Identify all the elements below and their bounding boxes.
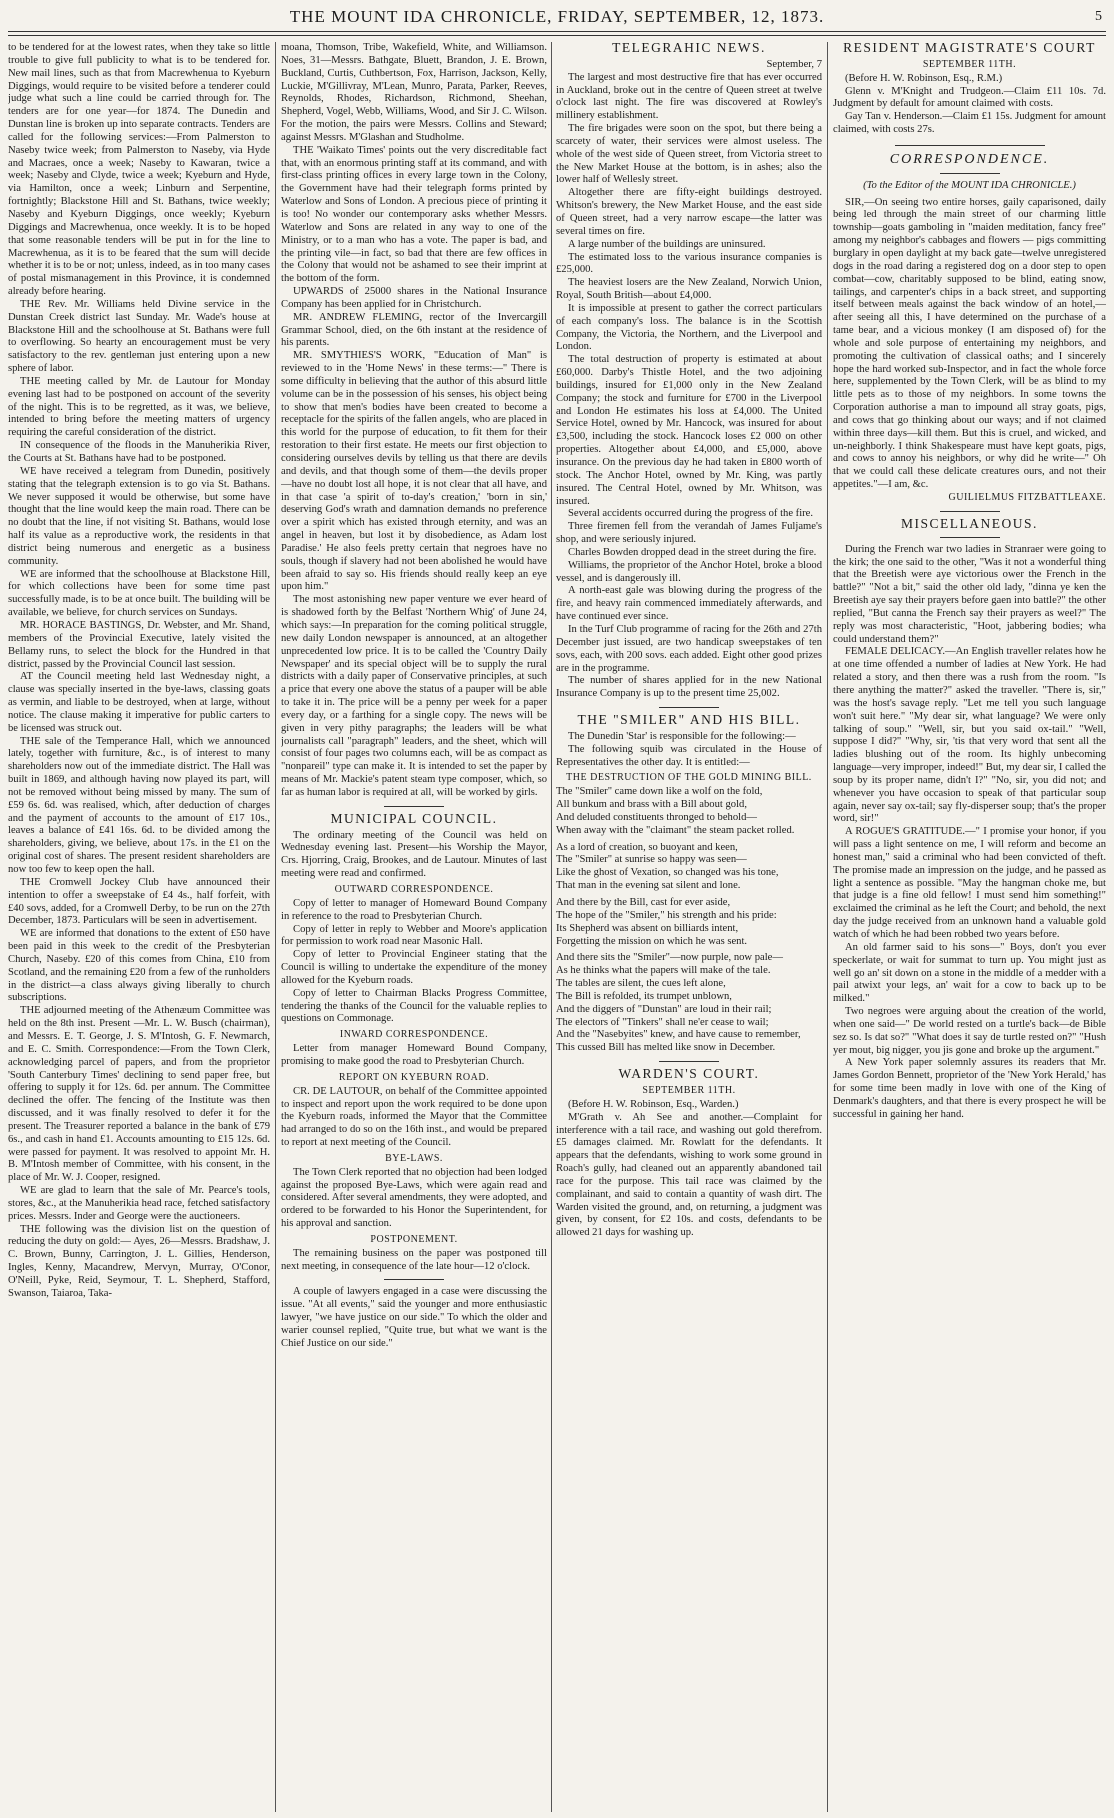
- letter-signature: GUILIELMUS FITZBATTLEAXE.: [948, 492, 1106, 503]
- section-rule: [895, 145, 1045, 146]
- dateline: SEPTEMBER 11TH.: [642, 1084, 736, 1096]
- letter: SIR,—On seeing two entire horses, gaily caparisoned, daily being led through the main street of our charming little township—goats gamboling in "maiden meditation, fancy free" among my neighbor's cabbages and flowers — pigs committing burglary in open daylight at my back gate—twelve unregistered dogs in the road daring a registered dog on a door step to open combat—cow, charitably supposed to be blind, eating snow, tailings, and carpenter's chips in a back street, and supporting itself between meals against the back window of an hotel,—after seeing all this, I have determined on the purchase of a tame bear, and a vicious monkey (I am disposed of) for the whole and sole purpose of entertaining my neighbors, and promoting the cultivation of classical oaths; and I sincerely hope the hard worked sub-Inspector, and in fact the whole force here, supplemented by the Town Clerk, will be as blind to my little pets as to those of my neighbors. In some towns the Corporation authorise a man to impound all stray goats, pigs, and cows that go thinking about our ways; and if not claimed within three days—kill them. But this is cruel, and wicked, and un-neighborly. I think Shakespeare must have kept goats, pigs, and cows to annoy his neighbors, or why did he write—" Oh that we could call these delicate creatures ours, and not their appetites."—I am, &c.: [833, 196, 1106, 491]
- section-rule: [940, 537, 1000, 538]
- verse-line: Its Shepherd was absent on billiards intent,: [556, 922, 739, 934]
- paragraph: The heaviest losers are the New Zealand, Norwich Union, Royal, South British—about £4,000.: [556, 277, 822, 302]
- verse-line: And the diggers of "Dunstan" are loud in their rail;: [556, 1003, 772, 1015]
- paragraph: Copy of letter to Provincial Engineer stating that the Council is willing to undertake the expenditure of the money allowed for the Kyeburn roads.: [281, 949, 547, 986]
- newspaper-title: THE MOUNT IDA CHRONICLE, FRIDAY, SEPTEMBER, 12, 1873.: [289, 7, 825, 26]
- verse-line: That man in the evening sat silent and lone.: [556, 880, 741, 892]
- wardens-court-heading: WARDEN'S COURT.: [618, 1066, 760, 1082]
- section-rule: [384, 806, 444, 807]
- verse-line: And the "Nasebyites" knew, and have cause to remember,: [556, 1029, 801, 1041]
- paragraph: A couple of lawyers engaged in a case were discussing the issue. "At all events," said the younger and more enthusiastic lawyer, "we have justice on our side." To which the older and warier counsel replied, "Quite true, but what we want is the Chief Justice on our side.": [281, 1286, 547, 1349]
- subheading: OUTWARD CORRESPONDENCE.: [334, 884, 494, 895]
- paragraph: THE Rev. Mr. Williams held Divine service in the Dunstan Creek district last Sunday. Mr. Wade's house at Blackstone Hill and the schoolhouse at St. Bathans were full to overflowing. So hearty an encouragement must be very satisfactory to the rev. gentleman just entering upon a new sphere of labor.: [8, 298, 270, 375]
- editor-address: (To the Editor of the MOUNT IDA CHRONICLE.): [863, 179, 1076, 191]
- paragraph: A north-east gale was blowing during the progress of the fire, and heavy rain commenced immediately afterwards, and have continued ever since.: [556, 585, 822, 623]
- miscellaneous-heading: MISCELLANEOUS.: [901, 515, 1038, 531]
- paragraph: THE meeting called by Mr. de Lautour for Monday evening last had to be postponed on account of the severity of the night. This is to be regretted, as it was, we believe, intended to bring before the meeting matters of urgency requiring the careful consideration of the district.: [8, 375, 270, 439]
- paragraph: WE are glad to learn that the sale of Mr. Pearce's tools, stores, &c., at the Manuherikia head race, fetched satisfactory prices. Messrs. Inder and George were the auctioneers.: [8, 1185, 270, 1222]
- dateline: September, 7: [766, 58, 822, 70]
- column-3: [556, 42, 822, 1812]
- paragraph: The number of shares applied for in the new National Insurance Company is up to the present time 25,002.: [556, 675, 822, 700]
- paragraph: Three firemen fell from the verandah of James Fuljame's shop, and were seriously injured.: [556, 521, 822, 546]
- section-rule: [384, 1279, 444, 1280]
- paragraph: Several accidents occurred during the progress of the fire.: [568, 508, 814, 520]
- subheading: REPORT ON KYEBURN ROAD.: [338, 1071, 490, 1083]
- paragraph: Letter from manager Homeward Bound Company, promising to make good the road to Presbyterian Church.: [281, 1043, 547, 1067]
- column-4: [833, 42, 1106, 1812]
- column-divider: [827, 42, 828, 1812]
- paragraph: Copy of letter in reply to Webber and Moore's application for permission to work road near Masonic Hall.: [281, 923, 547, 948]
- section-rule: [940, 511, 1000, 512]
- paragraph: The largest and most destructive fire that has ever occurred in Auckland, broke out in the centre of Queen street at twelve o'clock last night. The fire was discovered at Rowley's millinery establishment.: [556, 71, 822, 122]
- paragraph: The most astonishing new paper venture we ever heard of is shadowed forth by the Belfast 'Northern Whig' of June 24, which says:—In preparation for the coming political struggle, new daily London newspaper is announced, at an altogether unprecedented low price. It is to be called the 'Country Daily Newspaper' and its special object will be to supply the rural districts with a daily paper of Conservative principles, at such a price that every one above the status of a pauper will be able to take it in. The price will be a penny per week for a paper every day, or a farthing for a single copy. The news will be given in very pithy paragraphs; the leaders will be what journalists call "paragraph" leaders, and the sheet, which will consist of four pages two columns each, will be as compact as "nonpareil" type can make it. It is intended to set the paper by means of Mr. Mackie's patent steam type composer, which, so far as human labor is required at all, will be worked by girls.: [281, 594, 547, 798]
- verse-line: This cussed Bill has melted like snow in December.: [556, 1042, 776, 1054]
- section-rule: [659, 707, 719, 708]
- paragraph: MR. SMYTHIES'S WORK, "Education of Man" is reviewed to in the 'Home News' in these terms:—" There is some difficulty in believing that the author of this absurd little volume can be in the possession of his senses, his object being to show that men's bodies have been created to become a receptacle for the spirits of the fallen angels, who are placed in this world for the purpose of education, to fit them for their restoration to their first estate. He meets our first objection to considering ourselves devils by telling us that there are devils and devils, and that though some of them—the devils proper—have no doubt lost all hope, it is not clear that all have, and in that case 'a spirit of to-day's creation,' 'born in sin,' deserving God's wrath and damnation demands no preference over a spirit which has existed through eternity, and was an angel in heaven, but lost it by disobedience, as Adam lost Paradise.' He also feels pretty certain that negroes have no souls, though if slavery had not been abolished he would have been afraid to say so. His friends should really keep an eye upon him.": [281, 350, 547, 593]
- paragraph: It is impossible at present to gather the correct particulars of each company's loss. The balance is in the Scottish Company, the Victoria, the Northern, and the Liverpool and London.: [556, 302, 822, 353]
- correspondence-heading: CORRESPONDENCE.: [889, 151, 1050, 167]
- smiler-heading: THE "SMILER" AND HIS BILL.: [577, 712, 801, 728]
- paragraph: Copy of letter to Chairman Blacks Progress Committee, tendering the thanks of the Council for the valuable replies to questions on Commonage.: [281, 987, 547, 1025]
- paragraph: A large number of the buildings are uninsured.: [568, 238, 766, 250]
- verse-line: And there sits the "Smiler"—now purple, now pale—: [556, 952, 783, 964]
- paragraph: During the French war two ladies in Stranraer were going to the kirk; the one said to the other, "Was it not a wonderful thing that the Breetish were aye victorious ower the French in the battle?" "Not a bit," said the other old lady, "dinna ye ken the Breetish aye say their prayers before gaen into battle?" the other replied, "But canna the French say their prayers as weel?" The reply was most characteristic, "Hoot, jabbering bodies; wha could understand them?": [833, 543, 1106, 645]
- paragraph: MR. ANDREW FLEMING, rector of the Invercargill Grammar School, died, on the 6th instant at the residence of his parents.: [281, 311, 547, 349]
- paragraph: WE are informed that donations to the extent of £50 have been paid in this week to the credit of the Presbyterian Church, Naseby. £20 of this comes from China, £10 from Scotland, and the remaining £20 from a few of the runholders in the district—a class always giving liberally to church subscriptions.: [8, 928, 270, 1004]
- section-rule: [659, 1061, 719, 1062]
- column-2: [281, 42, 547, 1812]
- verse-line: The electors of "Tinkers" shall ne'er cease to wail;: [556, 1016, 769, 1028]
- municipal-council-heading: MUNICIPAL COUNCIL.: [330, 810, 498, 826]
- telegraphic-news-heading: TELEGRAHIC NEWS.: [612, 42, 766, 55]
- paragraph: (Before H. W. Robinson, Esq., Warden.): [568, 1098, 739, 1110]
- paragraph: to be tendered for at the lowest rates, when they take so little trouble to give full publicity to what is to be tendered for. New mail lines, such as that from Macrewhenua to Kyeburn Diggings, would require to be visited before a tenderer could judge what such a line could be carried through for. The tenders are for one year—for 1874. The Dunedin and Dunstan line is broken up into separate contracts. Tenders are called for the following services:—From Palmerston to Naseby twice week; from Palmerston to Naseby, via Hyde and Macraes, once a week; Naseby to Kawaran, twice a week; Naseby and Clyde, twice a week; Kyeburn and Hyde, via Hamilton, once a week; Linburn and Serpentine, fortnightly; Blackstone Hill and St. Bathans, twice weekly; Naseby and Kyeburn Diggings, once weekly; Kyeburn Diggings and Macrewhenua, once weekly. It is to be hoped that some reasonable tenders will be put in for the line to Macrewhenua, as it is to be feared that the sum will decide whether it is to be or not; unless, indeed, as in too many cases of postal mismanagement in this Province, it is condemned already before hearing.: [8, 42, 270, 298]
- paragraph: The ordinary meeting of the Council was held on Wednesday evening last. Present—his Worship the Mayor, Crs. Hjorring, Craig, Brookes, and de Lautour. Minutes of last meeting were read and confirmed.: [281, 829, 547, 880]
- verse-line: As he thinks what the papers will make of the tale.: [556, 965, 771, 977]
- paragraph: Williams, the proprietor of the Anchor Hotel, broke a blood vessel, and is dangerously ill.: [556, 559, 822, 584]
- paragraph: THE sale of the Temperance Hall, which we announced lately, together with furniture, &c., is of interest to many shareholders now out of the immediate district. The Hall was built in 1869, and although having now played its part, will not be removed without being missed by many. The sum of £59 6s. 6d. was realised, which, after deduction of charges and the payment of accounts to the amount of £17 10s., leaves a balance of £41 16s. 6d. to be divided among the shareholders, giving, we believe, about 17s. in the £1 on the original cost of shares. The present resident shareholders are now too few to keep open the hall.: [8, 735, 270, 875]
- verse-line: As a lord of creation, so buoyant and keen,: [556, 841, 738, 853]
- paragraph: The fire brigades were soon on the spot, but there being a scarcety of water, their services were almost useless. The whole of the west side of Queen street, from Victoria street to the New Market House at the bottom, is in ashes; also the lower half of Wellesly street.: [556, 123, 822, 186]
- paragraph: moana, Thomson, Tribe, Wakefield, White, and Williamson. Noes, 31—Messrs. Bathgate, Bluett, Brandon, J. E. Brown, Buckland, Curtis, Cuthbertson, Fox, Harrison, Jackson, Kelly, Luckie, M'Gillivray, M'Lean, Munro, Parata, Parker, Reeves, Reynolds, Rhodes, Richardson, Richmond, Sheehan, Shepherd, Vogel, Webb, Williams, Wood, and Sir J. C. Wilson. For the motion, the pairs were Messrs. Collins and Steward; against Messrs. M'Glashan and Studholme.: [281, 42, 547, 143]
- subheading: BYE-LAWS.: [385, 1152, 443, 1164]
- paragraph: AT the Council meeting held last Wednesday night, a clause was specially inserted in the bye-laws, classing goats as vermin, and liable to be destroyed, when at large, without notice. The clause making it imperative for public carters to be licensed was struck out.: [8, 671, 270, 734]
- paragraph: The total destruction of property is estimated at about £60,000. Darby's Thistle Hotel, and the two adjoining buildings, insured for £1,000 only in the New Zealand Company; the stock and furniture for £700 in the Liverpool and London He estimates his loss at £4,000. The United Service Hotel, owned by Mr. Hancock, was insured for about £3,500, including the stock. Hancock loses £2 000 on other properties. Altogether about £4,000, and £5,000, above insurance. On the previous day he had taken in £800 worth of stock. The Anchor Hotel, owned by Mr. King, was partly insured. The Central Hotel, owned by Mr. Whitson, was insured.: [556, 354, 822, 507]
- masthead: [8, 4, 1106, 30]
- paragraph: In the Turf Club programme of racing for the 26th and 27th December just issued, are two handicap sweepstakes of ten sovs, each, with 200 sovs. each added. Eight other good prizes are in the programme.: [556, 623, 822, 674]
- verse-line: The hope of the "Smiler," his strength and his pride:: [556, 909, 777, 921]
- paragraph: Charles Bowden dropped dead in the street during the fire.: [568, 546, 817, 558]
- column-divider: [551, 42, 552, 1812]
- paragraph: THE 'Waikato Times' points out the very discreditable fact that, with an enormous printing staff at its command, and with first-class printing offices in every large town in the Colony, the Government have had their telegraph forms printed by Waterlow and Sons of London. A precious piece of printing it is too! No wonder our contemporary asks whether Messrs. Waterlow and Sons are related in any way to one of the Ministry, or to a man who has a vote. The paper is bad, and the printing vile—in fact, so bad that there are few offices in the Colony that would not be ashamed to see their imprint at the bottom of the form.: [281, 144, 547, 285]
- paragraph: WE are informed that the schoolhouse at Blackstone Hill, for which collections have been for some time past successfully made, is to be at once built. The building will be available, we believe, for church services on Sundays.: [8, 568, 270, 619]
- paragraph: THE following was the division list on the question of reducing the duty on gold:— Ayes, 26—Messrs. Bradshaw, J. C. Brown, Bunny, Carrington, J. L. Gillies, Henderson, Ingles, Kenny, Macandrew, Mervyn, Murray, O'Conor, O'Neill, Pyke, Reid, Seymour, T. L. Shepherd, Stafford, Swanson, Taiaroa, Taka-: [8, 1223, 270, 1299]
- paragraph: CR. DE LAUTOUR, on behalf of the Committee appointed to inspect and report upon the work required to be done upon the Kyeburn roads, informed the Mayor that the Committee had arranged to do so on the 16th inst., and would be prepared to report at next meeting of the Council.: [281, 1085, 547, 1149]
- verse-line: And deluded constituents thronged to behold—: [556, 811, 757, 823]
- paragraph: A New York paper solemnly assures its readers that Mr. James Gordon Bennett, proprietor of the 'New York Herald,' has for some time been madly in love with one of the King of Denmark's daughters, and that there is every prospect he will be successful in gaining her hand.: [833, 1057, 1106, 1120]
- paragraph: WE have received a telegram from Dunedin, positively stating that the telegraph extension is to go via St. Bathans. We never supposed it would be otherwise, but some have thought that the line would keep the main road. There can be no doubt that the line, if not visiting St. Bathans, would lose half its value as a reproductive work, the residents in that district being numerous and energetic as a business community.: [8, 465, 270, 567]
- paragraph: Copy of letter to manager of Homeward Bound Company in reference to the road to Presbyterian Church.: [281, 897, 547, 922]
- masthead-rule: [8, 31, 1106, 32]
- verse-line: The Bill is refolded, its trumpet unblown,: [556, 990, 732, 1002]
- paragraph: IN consequence of the floods in the Manuherikia River, the Courts at St. Bathans have had to be postponed.: [8, 440, 270, 464]
- paragraph: Two negroes were arguing about the creation of the world, when one said—" De world rested on a turtle's back—de Bible sez so. Is dat so?" "What does it say de turtle rested on?" "Hush yer mout, big nigger, you jis gone and broke up the argument.": [833, 1006, 1106, 1056]
- paragraph: (Before H. W. Robinson, Esq., R.M.): [845, 72, 1003, 84]
- paragraph: UPWARDS of 25000 shares in the National Insurance Company has been applied for in Christchurch.: [281, 286, 547, 310]
- paragraph: M'Grath v. Ah See and another.—Complaint for interference with a tail race, and washing out gold therefrom. £5 damages claimed. Mr. Rowlatt for the defendants. It appears that the defendants, wishing to work some ground in Roach's gully, had cleaned out an apparently abandoned tail race for the purpose. This tail race was claimed by the complainant, and said to contain a quantity of wash dirt. The Warden visited the ground, and, on returning, a judgment was given, by consent, for £2 10s. and costs, defendants to be allowed 21 days for washing up.: [556, 1111, 822, 1239]
- paragraph: The Town Clerk reported that no objection had been lodged against the proposed Bye-Laws, which were again read and considered. After several amendments, they were adopted, and ordered to be forwarded to his Honor the Superintendent, for his approval and sanction.: [281, 1166, 547, 1230]
- column-1: [8, 42, 270, 1812]
- paragraph: The estimated loss to the various insurance companies is £25,000.: [556, 251, 822, 276]
- dateline: SEPTEMBER 11TH.: [922, 58, 1017, 70]
- section-rule: [940, 173, 1000, 174]
- subheading: INWARD CORRESPONDENCE.: [339, 1029, 489, 1041]
- paragraph: A ROGUE'S GRATITUDE.—" I promise your honor, if you will pass a light sentence on me, I will reform and become an honest man," said a criminal who had been convicted of theft. The promise made an impression on the judge, and he passed as light a sentence as possible. "May the hangman choke me, but that judge is a fine old fellow! I must send him something!" exclaimed the criminal as he left the Court; and behold, the next day the judge received from an unknown hand a valuable gold watch of which he had been robbed two years before.: [833, 826, 1106, 940]
- subheading: POSTPONEMENT.: [370, 1233, 458, 1245]
- page-number: 5: [1095, 9, 1102, 24]
- verse-line: The "Smiler" came down like a wolf on the fold,: [556, 786, 763, 798]
- verse-line: All bunkum and brass with a Bill about gold,: [556, 799, 747, 811]
- paragraph: FEMALE DELICACY.—An English traveller relates how he at one time offended a number of ladies at New York. He had related a story, and then there was a rush from the room. "Is there anything the matter?" asked the traveller. "There is, sir," was the host's savage reply. "Let me tell you such language won't suit here." "My dear sir, what language? We were only talking of soup." "Well, sir, but you said ox-tail." "Well, suppose I did?" "Why, sir, 'tis that very word that sent all the ladies blushing out of the room. Its highly unbecoming language—very improper, indeed!" But, my dear sir, I called the soup by its proper name, didn't I?" "No, sir, you did not; and whenever you have occasion to speak of that particular soup again, never say ox-tail; say fly-disperser soup; that's the proper word, sir!": [833, 646, 1106, 825]
- paragraph: MR. HORACE BASTINGS, Dr. Webster, and Mr. Shand, members of the Provincial Executive, lately visited the Bellamy runs, to select the block for the Hundred in that district, passed by the Provincial Council last session.: [8, 619, 270, 670]
- column-divider: [275, 42, 276, 1812]
- paragraph: Glenn v. M'Knight and Trudgeon.—Claim £11 10s. 7d. Judgment by default for amount claimed with costs.: [833, 85, 1106, 110]
- paragraph: Altogether there are fifty-eight buildings destroyed. Whitson's brewery, the New Market House, and the east side of Queen street, had a very narrow escape—the latter was several times on fire.: [556, 187, 822, 237]
- verse-line: The tables are silent, the cues left alone,: [556, 978, 726, 990]
- resident-magistrates-court-heading: RESIDENT MAGISTRATE'S COURT: [843, 42, 1096, 55]
- verse-line: And there by the Bill, cast for ever aside,: [556, 897, 731, 908]
- masthead-rule-double: [8, 35, 1106, 36]
- paragraph: Gay Tan v. Henderson.—Claim £1 15s. Judgment for amount claimed, with costs 27s.: [833, 111, 1106, 136]
- paragraph: The Dunedin 'Star' is responsible for the following:—: [568, 730, 796, 742]
- paragraph: THE adjourned meeting of the Athenæum Committee was held on the 8th inst. Present —Mr. L. W. Busch (chairman), and Messrs. E. T. George, J. S. M'Intosh, G. F. Newmarch, and E. C. Smith. Correspondence:—From the Town Clerk, acknowledging parcel of papers, and from the proprietor 'South Canterbury Times' declining to send paper free, but offering to supply it for 12s. 6d. per annum. The Committee declined the offer. The fencing of the Institute was then discussed, and it was finally resolved to defer it for the present. The Treasurer reported a balance in the bank of £79 6s., and cash in hand £1. Accounts amounting to £15 12s. 6d. were passed for payment. It was resolved to appoint Mr. H. B. M'Intosh member of Committee, with his consent, in the place of Mr. W. J. Cooper, resigned.: [8, 1005, 270, 1184]
- verse-line: The "Smiler" at sunrise so happy was seen—: [556, 854, 747, 866]
- verse-line: Forgetting the mission on which he was sent.: [556, 935, 748, 947]
- paragraph: THE Cromwell Jockey Club have announced their intention to offer a sweepstake of £4 4s., half forfeit, with £40 sovs, added, for a Cromwell Derby, to be run on the 27th December, 1873. Particulars will be seen in advertisement.: [8, 876, 270, 927]
- verse-line: When away with the "claimant" the steam packet rolled.: [556, 824, 795, 836]
- verse-line: Like the ghost of Vexation, so changed was his tone,: [556, 867, 779, 879]
- poem-title: THE DESTRUCTION OF THE GOLD MINING BILL.: [566, 772, 812, 784]
- paragraph: The following squib was circulated in the House of Representatives the other day. It is entitled:—: [556, 743, 822, 768]
- paragraph: The remaining business on the paper was postponed till next meeting, in consequence of the late hour—12 o'clock.: [281, 1247, 547, 1272]
- paragraph: An old farmer said to his sons—" Boys, don't you ever speckerlate, or wait for summat to turn up. You might just as well go an' sit down on a stone in the middle of a medder with a pail atwixt your legs, an' wait for a cow to back up to be milked.": [833, 941, 1106, 1005]
